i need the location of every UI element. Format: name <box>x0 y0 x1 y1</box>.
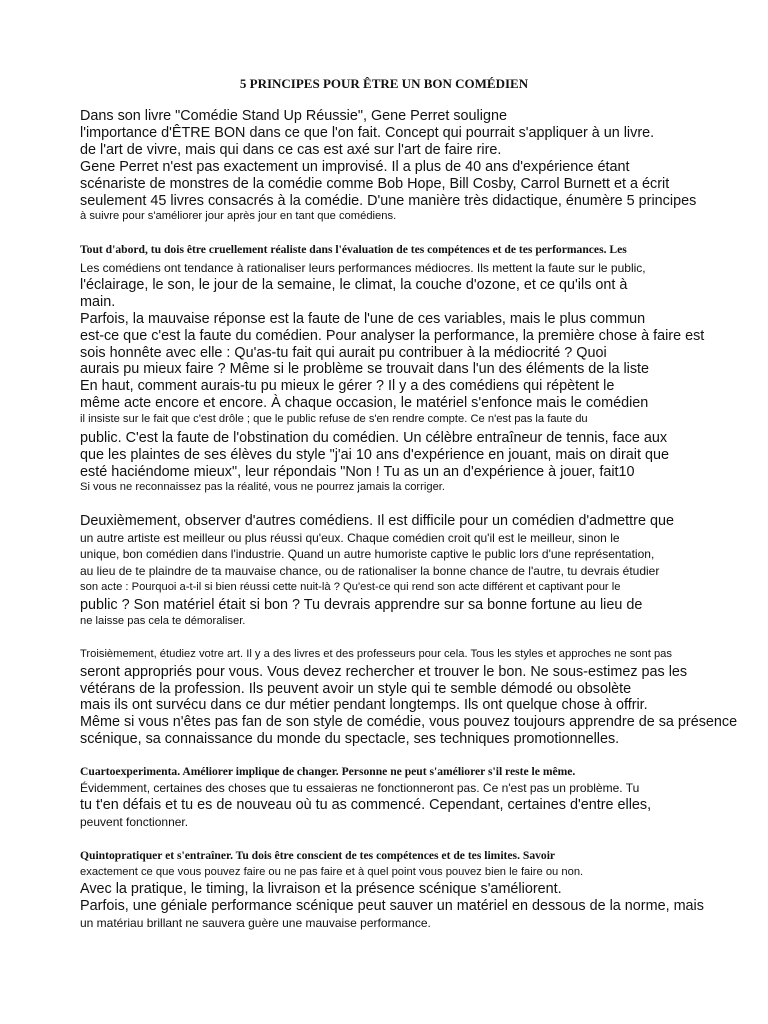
principle-5-line: un matériau brillant ne sauvera guère une mauvaise performance. <box>80 916 431 930</box>
principle-1-line: sois honnête avec elle : Qu'as-tu fait qui aurait pu contribuer à la médiocrité ? Quoi <box>80 345 607 361</box>
intro-line: seulement 45 livres consacrés à la comédie. D'une manière très didactique, énumère 5 principes <box>80 193 697 209</box>
principle-2-line: ne laisse pas cela te démoraliser. <box>80 615 246 627</box>
intro-line: de l'art de vivre, mais qui dans ce cas est axé sur l'art de faire rire. <box>80 142 502 158</box>
principle-1-line: public. C'est la faute de l'obstination du comédien. Un célèbre entraîneur de tennis, face aux <box>80 430 668 446</box>
principle-1-heading: Tout d'abord, tu dois être cruellement réaliste dans l'évaluation de tes compétences et de tes performances. Les <box>80 243 627 256</box>
principle-5-line: Parfois, une géniale performance scénique peut sauver un matériel en dessous de la norme, mais <box>80 898 704 914</box>
principle-1-line: Parfois, la mauvaise réponse est la faute de l'une de ces variables, mais le plus commun <box>80 311 646 327</box>
principle-1-line: En haut, comment aurais-tu pu mieux le gérer ? Il y a des comédiens qui répètent le <box>80 378 615 394</box>
principle-1-line: aurais pu mieux faire ? Même si le problème se trouvait dans l'un des éléments de la liste <box>80 361 650 377</box>
intro-line: à suivre pour s'améliorer jour après jour en tant que comédiens. <box>80 210 397 222</box>
principle-3-line: scénique, sa connaissance du monde du spectacle, ses techniques promotionnelles. <box>80 731 620 747</box>
principle-1-line: esté haciéndome mieux", leur répondais "Non ! Tu as un an d'expérience à jouer, fait10 <box>80 464 635 480</box>
principle-2-line: unique, bon comédien dans l'industrie. Quand un autre humoriste captive le public lors d'une représentation, <box>80 547 655 561</box>
principle-1-line: il insiste sur le fait que c'est drôle ; que le public refuse de s'en rendre compte. Ce n'est pas la faute du <box>80 413 588 425</box>
principle-2-line: un autre artiste est meilleur ou plus réussi qu'eux. Chaque comédien croit qu'il est le meilleur, sinon le <box>80 531 620 545</box>
principle-4-line: peuvent fonctionner. <box>80 815 189 829</box>
principle-1-line: Les comédiens ont tendance à rationaliser leurs performances médiocres. Ils mettent la faute sur le public, <box>80 261 646 275</box>
document-title: 5 PRINCIPES POUR ÊTRE UN BON COMÉDIEN <box>239 76 529 91</box>
principle-2-line: au lieu de te plaindre de ta mauvaise chance, ou de rationaliser la bonne chance de l'autre, tu devrais étudier <box>80 564 660 578</box>
principle-2-line: public ? Son matériel était si bon ? Tu devrais apprendre sur sa bonne fortune au lieu de <box>80 597 643 613</box>
principle-4-heading: Cuartoexperimenta. Améliorer implique de changer. Personne ne peut s'améliorer s'il reste le même. <box>80 765 576 778</box>
principle-1-line: que les plaintes de ses élèves du style "j'ai 10 ans d'expérience en jouant, mais on dirait que <box>80 447 669 463</box>
principle-3-line: Même si vous n'êtes pas fan de son style de comédie, vous pouvez toujours apprendre de sa présence <box>80 714 738 730</box>
principle-1-line: même acte encore et encore. À chaque occasion, le matériel s'enfonce mais le comédien <box>80 395 649 411</box>
principle-5-line: exactement ce que vous pouvez faire ou ne pas faire et à quel point vous pouvez bien le faire ou non. <box>80 866 584 878</box>
principle-5-line: Avec la pratique, le timing, la livraison et la présence scénique s'améliorent. <box>80 881 562 897</box>
principle-2-line: son acte : Pourquoi a-t-il si bien réussi cette nuit-là ? Qu'est-ce qui rend son acte différent et captivant pour le <box>80 581 621 593</box>
principle-3-line: seront appropriés pour vous. Vous devez rechercher et trouver le bon. Ne sous-estimez pas les <box>80 664 688 680</box>
principle-1-line: l'éclairage, le son, le jour de la semaine, le climat, la couche d'ozone, et ce qu'ils ont à <box>80 277 628 293</box>
principle-3-line: vétérans de la profession. Ils peuvent avoir un style qui te semble démodé ou obsolète <box>80 681 632 697</box>
principle-4-line: tu t'en défais et tu es de nouveau où tu as commencé. Cependant, certaines d'entre elles, <box>80 797 652 813</box>
principle-3-line: Troisièmement, étudiez votre art. Il y a des livres et des professeurs pour cela. Tous les styles et approches ne sont pas <box>80 648 672 660</box>
intro-line: l'importance d'ÊTRE BON dans ce que l'on fait. Concept qui pourrait s'appliquer à un livre. <box>80 125 655 141</box>
principle-1-line: est-ce que c'est la faute du comédien. Pour analyser la performance, la première chose à faire est <box>80 328 705 344</box>
principle-4-line: Évidemment, certaines des choses que tu essaieras ne fonctionneront pas. Ce n'est pas un problème. Tu <box>80 781 640 795</box>
principle-2-line: Deuxièmement, observer d'autres comédiens. Il est difficile pour un comédien d'admettre que <box>80 513 674 529</box>
intro-line: Gene Perret n'est pas exactement un improvisé. Il a plus de 40 ans d'expérience étant <box>80 159 630 175</box>
intro-line: scénariste de monstres de la comédie comme Bob Hope, Bill Cosby, Carrol Burnett et a écrit <box>80 176 670 192</box>
principle-1-line: main. <box>80 294 116 310</box>
intro-line: Dans son livre "Comédie Stand Up Réussie", Gene Perret souligne <box>80 108 507 124</box>
principle-1-line: Si vous ne reconnaissez pas la réalité, vous ne pourrez jamais la corriger. <box>80 481 446 493</box>
principle-5-heading: Quintopratiquer et s'entraîner. Tu dois être conscient de tes compétences et de tes limites. Savoir <box>80 849 556 862</box>
principle-3-line: mais ils ont survécu dans ce dur métier pendant longtemps. Ils ont quelque chose à offrir. <box>80 697 648 713</box>
